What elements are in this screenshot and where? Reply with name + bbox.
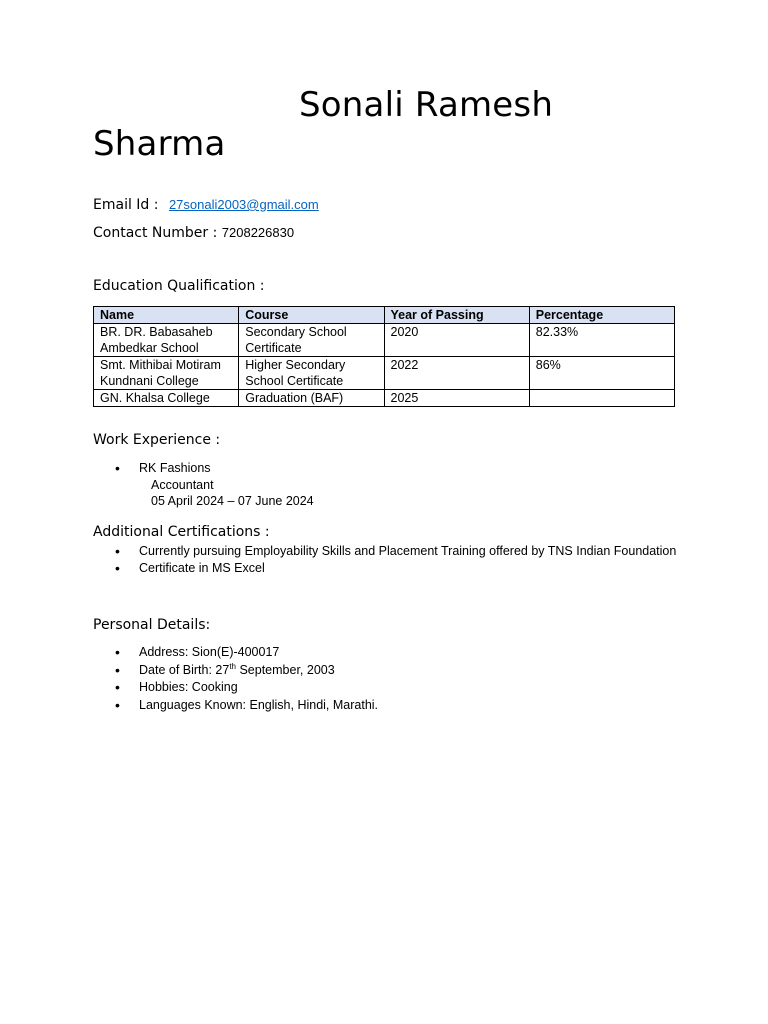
dob-prefix: Date of Birth: 27	[139, 662, 230, 677]
course: Secondary School Certificate	[239, 324, 384, 357]
list-item	[93, 662, 683, 680]
column-header: Course	[239, 307, 384, 324]
languages: Languages Known: English, Hindi, Marathi.	[139, 697, 379, 712]
certifications-heading: Additional Certifications :	[93, 524, 270, 540]
bullet-icon: •	[115, 661, 120, 678]
list-item	[93, 543, 683, 560]
bullet-icon: •	[115, 679, 120, 695]
certifications-list	[93, 543, 683, 576]
email-link[interactable]: 27sonali2003@gmail.com	[168, 197, 319, 212]
course: Graduation (BAF)	[239, 390, 384, 407]
list-item	[93, 679, 683, 697]
job-period: 05 April 2024 – 07 June 2024	[151, 494, 314, 508]
last-name: Sharma	[93, 124, 226, 164]
table-row	[94, 357, 675, 390]
year: 2020	[384, 324, 529, 357]
list-item	[93, 560, 683, 577]
table-row	[94, 324, 675, 357]
certification-text: Currently pursuing Employability Skills and Placement Training offered by TNS Indian Foundation	[139, 544, 677, 558]
dob-suffix: September, 2003	[236, 662, 335, 677]
education-table	[93, 306, 675, 407]
school-name: Smt. Mithibai Motiram Kundnani College	[94, 357, 239, 390]
list-item	[93, 460, 683, 510]
personal-list	[93, 644, 683, 714]
column-header: Name	[94, 307, 239, 324]
education-heading: Education Qualification :	[93, 278, 265, 294]
bullet-icon: •	[115, 543, 120, 559]
company-name: RK Fashions	[139, 461, 211, 475]
percentage: 86%	[529, 357, 674, 390]
email-label: Email Id :	[93, 197, 159, 213]
column-header: Percentage	[529, 307, 674, 324]
percentage	[529, 390, 674, 407]
bullet-icon: •	[115, 696, 120, 713]
contact-label: Contact Number :	[93, 225, 218, 241]
personal-heading: Personal Details:	[93, 617, 211, 633]
bullet-icon: •	[115, 460, 120, 476]
year: 2022	[384, 357, 529, 390]
year: 2025	[384, 390, 529, 407]
course: Higher Secondary School Certificate	[239, 357, 384, 390]
school-name: GN. Khalsa College	[94, 390, 239, 407]
address: Address: Sion(E)-400017	[139, 645, 280, 659]
list-item	[93, 644, 683, 662]
certification-text: Certificate in MS Excel	[139, 560, 265, 575]
column-header: Year of Passing	[384, 307, 529, 324]
job-role: Accountant	[151, 477, 214, 492]
dob-ordinal: th	[229, 661, 236, 671]
work-list	[93, 460, 683, 510]
contact-number: 7208226830	[221, 225, 295, 240]
candidate-name	[93, 86, 683, 164]
table-row	[94, 390, 675, 407]
date-of-birth	[139, 663, 335, 677]
percentage: 82.33%	[529, 324, 674, 357]
work-heading: Work Experience :	[93, 432, 221, 448]
list-item	[93, 697, 683, 715]
hobbies: Hobbies: Cooking	[139, 680, 238, 694]
first-name: Sonali Ramesh	[299, 85, 554, 125]
bullet-icon: •	[115, 644, 120, 660]
contact-line	[93, 225, 294, 241]
table-header-row	[94, 307, 675, 324]
email-line	[93, 197, 319, 213]
bullet-icon: •	[115, 559, 120, 576]
school-name: BR. DR. Babasaheb Ambedkar School	[94, 324, 239, 357]
